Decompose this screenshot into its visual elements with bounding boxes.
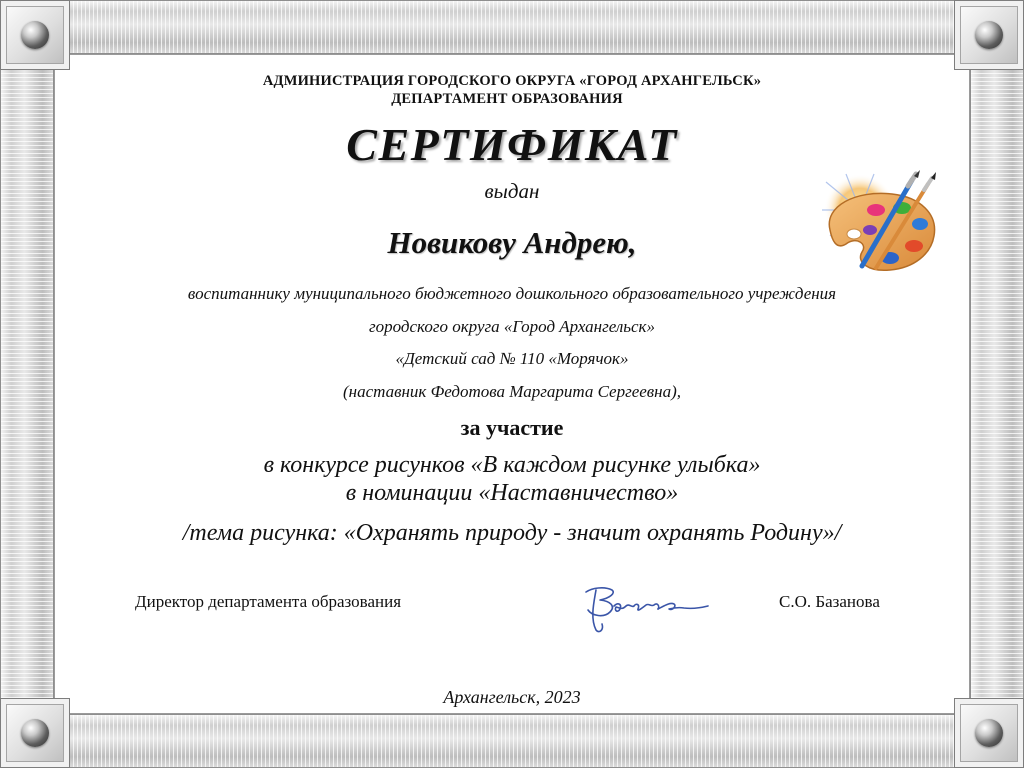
description-line: (наставник Федотова Маргарита Сергеевна),: [342, 382, 682, 401]
signatory-title: Директор департамента образования: [135, 592, 402, 611]
recipient-name: Новикову Андрею,: [387, 225, 637, 260]
frame-bottom-bar: [56, 714, 968, 768]
frame-corner-top-left: [0, 0, 70, 70]
handwritten-signature: [574, 578, 714, 638]
footer-city-year: Архангельск, 2023: [443, 687, 581, 707]
painter-palette-icon: [816, 170, 940, 282]
bolt-icon: [975, 719, 1003, 747]
frame-top-bar: [56, 0, 968, 54]
signatory-name: С.О. Базанова: [779, 592, 880, 611]
frame-right-bar: [970, 56, 1024, 712]
issued-label: выдан: [484, 179, 540, 203]
frame-corner-bottom-left: [0, 698, 70, 768]
description-line: воспитаннику муниципального бюджетного дошкольного образовательного учреждения: [187, 284, 837, 303]
frame-corner-top-right: [954, 0, 1024, 70]
certificate-title: СЕРТИФИКАТ: [346, 119, 678, 170]
participation-label: за участие: [460, 415, 564, 440]
bolt-icon: [21, 21, 49, 49]
description-line: городского округа «Город Архангельск»: [368, 317, 655, 336]
bolt-icon: [21, 719, 49, 747]
description-line: «Детский сад № 110 «Морячок»: [395, 349, 629, 368]
header-department: ДЕПАРТАМЕНТ ОБРАЗОВАНИЯ: [391, 91, 623, 107]
bolt-icon: [975, 21, 1003, 49]
header-administration: АДМИНИСТРАЦИЯ ГОРОДСКОГО ОКРУГА «ГОРОД АРХАНГЕЛЬСК»: [262, 73, 762, 89]
contest-name: в конкурсе рисунков «В каждом рисунке улыбка»: [263, 452, 761, 478]
drawing-topic: /тема рисунка: «Охранять природу - значит охранять Родину»/: [182, 520, 842, 546]
contest-nomination: в номинации «Наставничество»: [345, 480, 679, 506]
frame-left-bar: [0, 56, 54, 712]
frame-corner-bottom-right: [954, 698, 1024, 768]
